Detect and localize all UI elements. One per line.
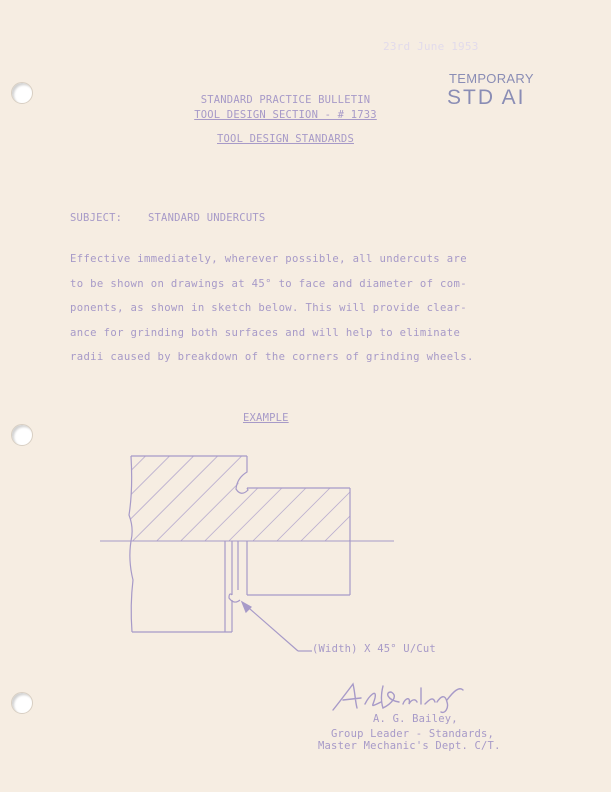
stamp-std-number: STD AI bbox=[447, 86, 526, 109]
signatory-department: Master Mechanic's Dept. C/T. bbox=[318, 740, 501, 752]
stamp-temporary: TEMPORARY bbox=[449, 71, 534, 86]
signatory-title: Group Leader - Standards, bbox=[331, 728, 495, 740]
body-line-3: ponents, as shown in sketch below. This will provide clear- bbox=[70, 302, 467, 314]
standards-title: TOOL DESIGN STANDARDS bbox=[217, 133, 354, 145]
body-line-4: ance for grinding both surfaces and will help to eliminate bbox=[70, 327, 461, 339]
undercut-callout: (Width) X 45° U/Cut bbox=[312, 643, 436, 655]
subject-value: STANDARD UNDERCUTS bbox=[148, 212, 266, 224]
body-line-1: Effective immediately, wherever possible, all undercuts are bbox=[70, 253, 467, 265]
subject-label: SUBJECT: bbox=[70, 212, 123, 224]
section-heading: TOOL DESIGN SECTION - # 1733 bbox=[194, 109, 377, 121]
body-line-2: to be shown on drawings at 45° to face and diameter of com- bbox=[70, 278, 467, 290]
body-line-5: radii caused by breakdown of the corners of grinding wheels. bbox=[70, 351, 474, 363]
handwritten-signature bbox=[325, 678, 485, 718]
bulletin-heading: STANDARD PRACTICE BULLETIN bbox=[200, 94, 371, 106]
date-line: 23rd June 1953 bbox=[383, 40, 479, 53]
example-label: EXAMPLE bbox=[243, 412, 289, 424]
signatory-name: A. G. Bailey, bbox=[373, 713, 458, 725]
